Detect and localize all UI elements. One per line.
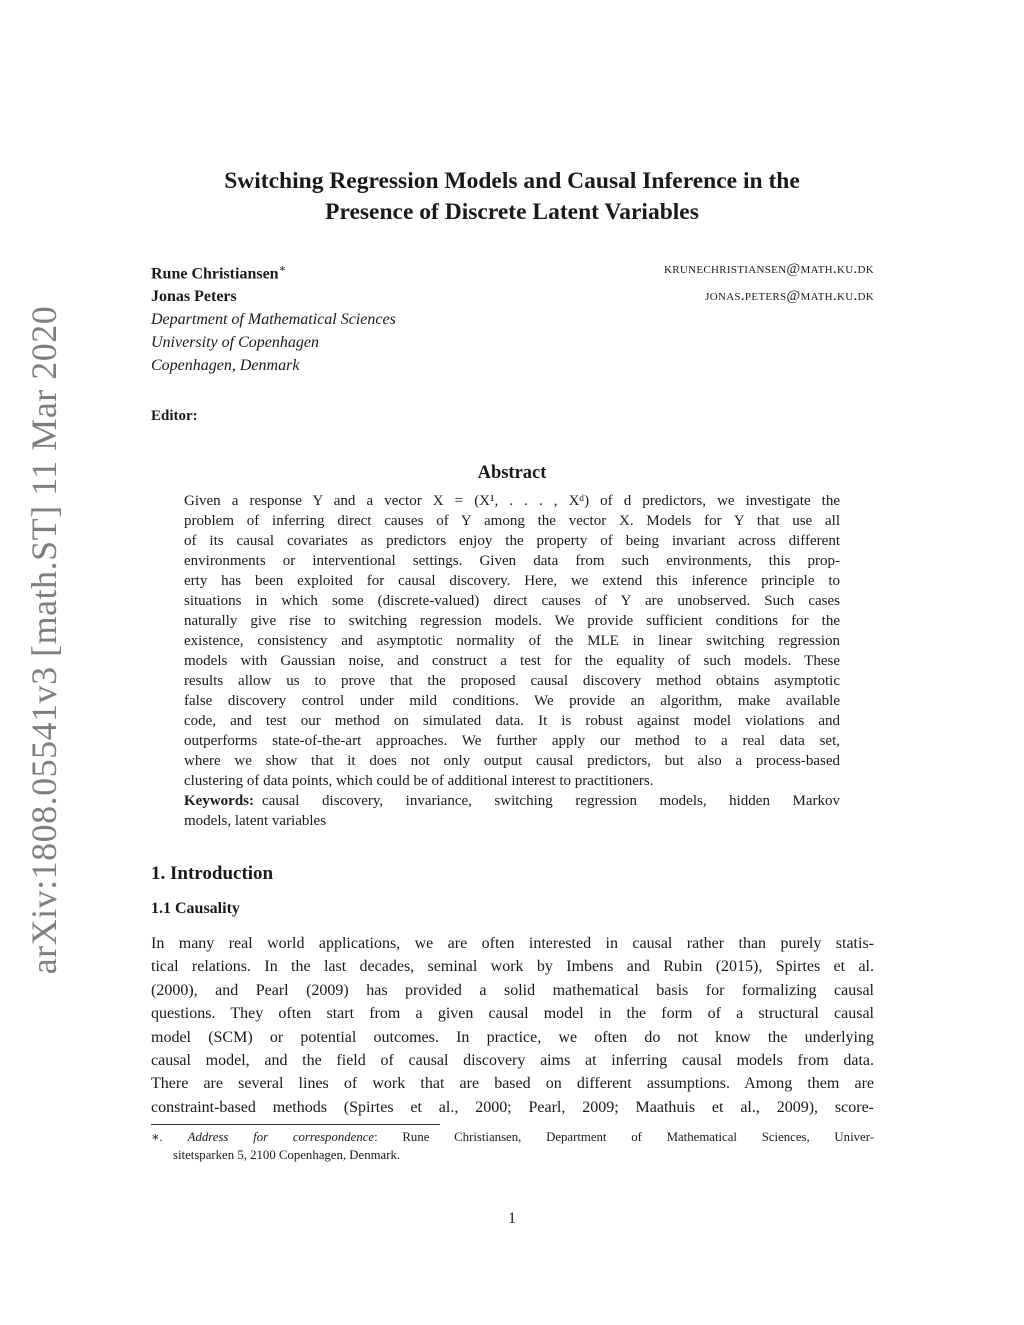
footnote bbox=[151, 1128, 874, 1164]
abstract-line: code, and test our method on simulated data. It is robust against model violations and bbox=[184, 713, 840, 729]
keywords-line: models, latent variables bbox=[184, 813, 327, 829]
correspondence-mark: ∗ bbox=[278, 263, 287, 275]
author-email: krunechristiansen@math.ku.dk bbox=[664, 261, 874, 277]
author-row bbox=[151, 285, 874, 308]
abstract-line: erty has been exploited for causal discovery. Here, we extend this inference principle to bbox=[184, 573, 840, 589]
body-line: tical relations. In the last decades, seminal work by Imbens and Rubin (2015), Spirtes et al. bbox=[151, 958, 874, 976]
keywords-text: causal discovery, invariance, switching regression models, hidden Markov bbox=[262, 793, 840, 809]
footnote-mark: ∗. bbox=[151, 1130, 163, 1144]
keywords-line bbox=[184, 791, 840, 811]
abstract-line: outperforms state-of-the-art approaches. We further apply our method to a real data set, bbox=[184, 733, 840, 749]
introduction-paragraph bbox=[151, 932, 874, 1119]
author-email: jonas.peters@math.ku.dk bbox=[705, 288, 874, 305]
abstract-line: Given a response Y and a vector X = (X¹, . . . , Xᵈ) of d predictors, we investigate the bbox=[184, 493, 840, 509]
editor-label: Editor: bbox=[151, 408, 198, 424]
title-line: Switching Regression Models and Causal Inference in the bbox=[224, 168, 800, 194]
abstract-heading: Abstract bbox=[477, 463, 547, 483]
abstract-line: naturally give rise to switching regression models. We provide sufficient conditions for the bbox=[184, 613, 840, 629]
abstract-line: environments or interventional settings. Given data from such environments, this prop- bbox=[184, 553, 840, 569]
body-line: constraint-based methods (Spirtes et al., 2000; Pearl, 2009; Maathuis et al., 2009), score- bbox=[151, 1098, 874, 1116]
abstract-line: where we show that it does not only output causal predictors, but also a process-based bbox=[184, 753, 840, 769]
abstract-line: existence, consistency and asymptotic normality of the MLE in linear switching regression bbox=[184, 633, 840, 649]
body-line: There are several lines of work that are based on different assumptions. Among them are bbox=[151, 1075, 874, 1093]
body-line: model (SCM) or potential outcomes. In practice, we often do not know the underlying bbox=[151, 1028, 874, 1046]
body-line: (2000), and Pearl (2009) has provided a solid mathematical basis for formalizing causal bbox=[151, 981, 874, 999]
keywords-label: Keywords: bbox=[184, 793, 254, 809]
body-line: causal model, and the field of causal discovery aims at inferring causal models from data. bbox=[151, 1052, 874, 1070]
footnote-line: sitetsparken 5, 2100 Copenhagen, Denmark. bbox=[173, 1148, 401, 1162]
section-heading-introduction: 1. Introduction bbox=[151, 863, 274, 884]
affiliation-department: Department of Mathematical Sciences bbox=[151, 311, 396, 329]
footnote-text: : Rune Christiansen, Department of Mathematical Sciences, Univer- bbox=[374, 1130, 874, 1144]
abstract-line: of its causal covariates as predictors enjoy the property of being invariant across different bbox=[184, 533, 840, 549]
author-name: Rune Christiansen bbox=[151, 265, 279, 283]
subsection-heading-causality: 1.1 Causality bbox=[151, 900, 240, 917]
abstract-line: problem of inferring direct causes of Y among the vector X. Models for Y that use all bbox=[184, 513, 840, 529]
abstract-line: situations in which some (discrete-valued) direct causes of Y are unobserved. Such cases bbox=[184, 593, 840, 609]
abstract-body bbox=[184, 491, 840, 831]
author-row bbox=[151, 258, 874, 285]
body-line: questions. They often start from a given causal model in the form of a structural causal bbox=[151, 1005, 874, 1023]
paper-title bbox=[150, 166, 874, 228]
body-line: In many real world applications, we are often interested in causal rather than purely statis- bbox=[151, 935, 874, 952]
title-line: Presence of Discrete Latent Variables bbox=[325, 199, 699, 225]
abstract-line: false discovery control under mild conditions. We provide an algorithm, make available bbox=[184, 693, 840, 709]
abstract-line: models with Gaussian noise, and construct a test for the equality of such models. These bbox=[184, 653, 840, 669]
abstract-line: results allow us to prove that the proposed causal discovery method obtains asymptotic bbox=[184, 673, 840, 689]
page-number: 1 bbox=[508, 1210, 516, 1227]
affiliation-location: Copenhagen, Denmark bbox=[151, 357, 300, 375]
abstract-line: clustering of data points, which could be of additional interest to practitioners. bbox=[184, 773, 654, 789]
footnote-line bbox=[151, 1128, 874, 1146]
author-block bbox=[151, 258, 874, 377]
footnote-divider bbox=[151, 1124, 440, 1125]
arxiv-identifier: arXiv:1808.05541v3 [math.ST] 11 Mar 2020 bbox=[24, 305, 64, 975]
footnote-label: Address for correspondence bbox=[187, 1130, 375, 1144]
author-name: Jonas Peters bbox=[151, 288, 237, 306]
affiliation-university: University of Copenhagen bbox=[151, 334, 319, 352]
